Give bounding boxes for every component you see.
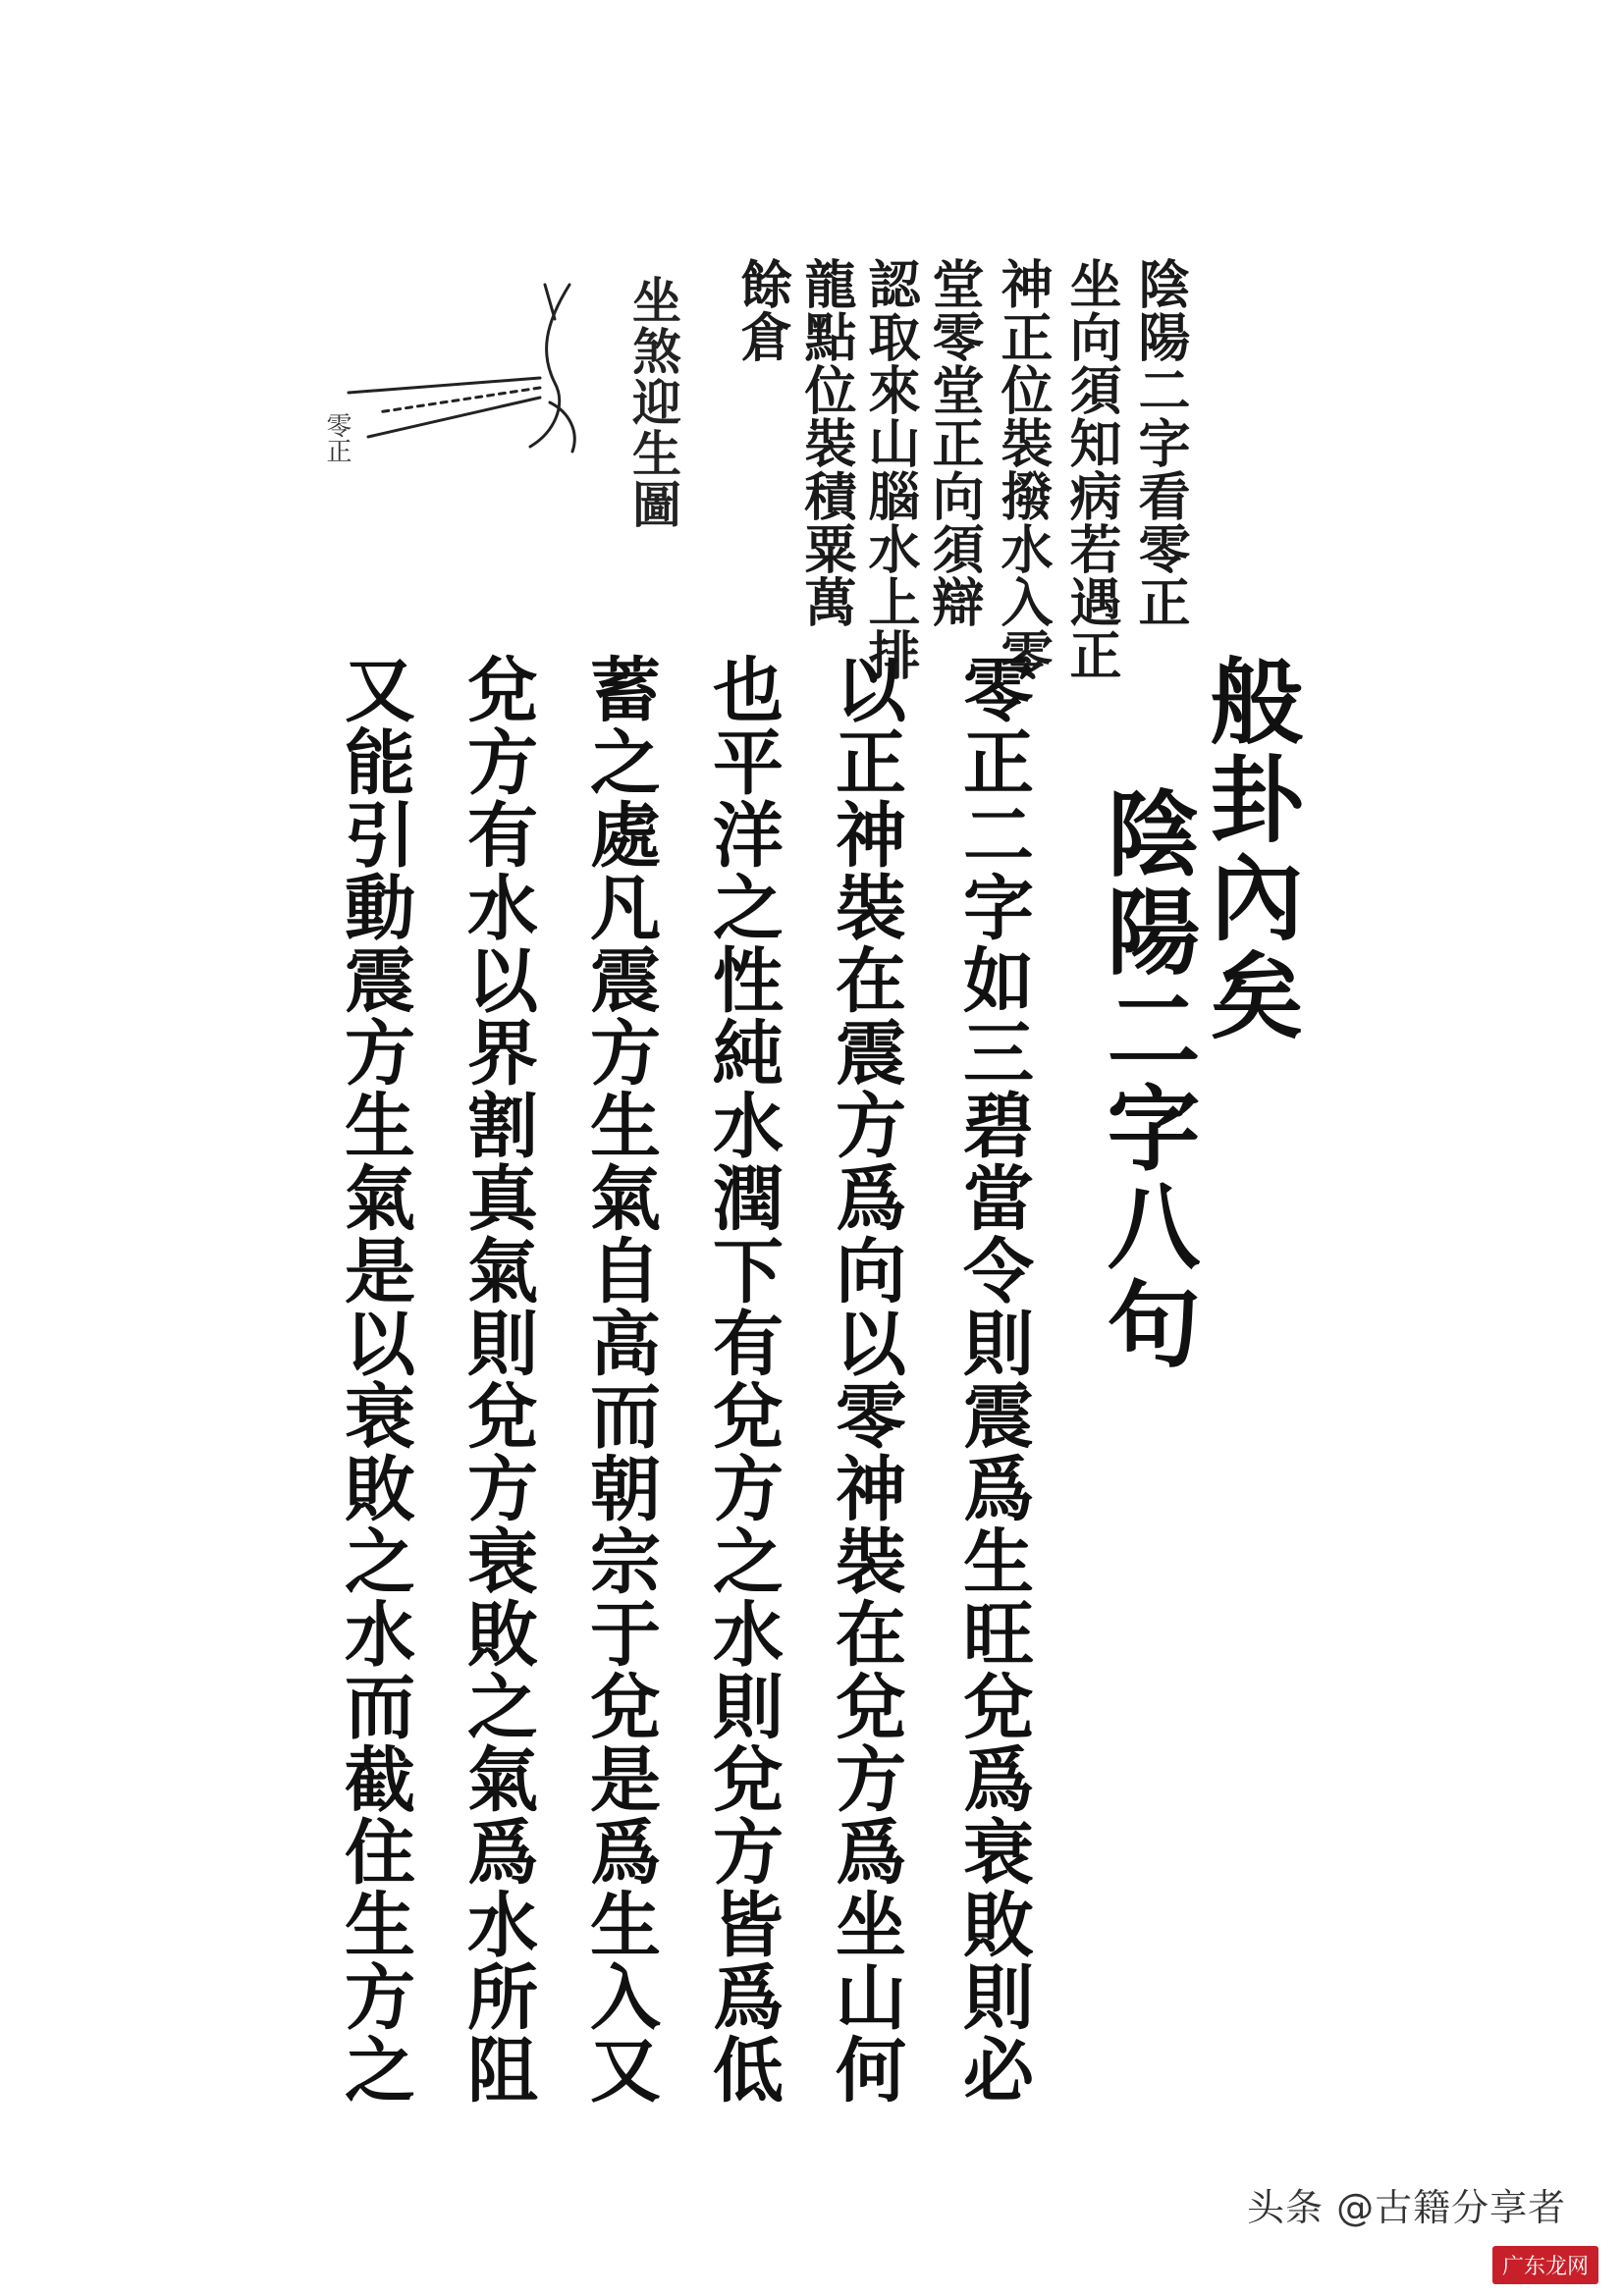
diagram-ray-low: [368, 398, 540, 437]
diagram-label: 零正: [322, 412, 352, 463]
diagram-arc-stroke: [530, 285, 569, 447]
note-column-1: 陰陽二字看零正: [1130, 257, 1191, 628]
main-column-3: 零正二字如三碧當令則震爲生旺兌爲衰敗則必: [951, 653, 1035, 2106]
diagram-ray-top: [349, 378, 540, 393]
diagram-title: 坐煞迎生圖: [624, 275, 682, 530]
sitting-sha-diagram: [309, 265, 604, 560]
main-column-1: 般卦內矣: [1195, 653, 1304, 1045]
main-column-7: 兌方有水以界割真氣則兌方衰敗之氣爲水所阻: [456, 653, 539, 2106]
diagram-hook: [550, 402, 574, 452]
note-column-6: 龍點位裝積粟萬: [796, 257, 857, 628]
diagram-ray-mid: [378, 388, 540, 412]
diagram-stem: [545, 285, 555, 319]
note-column-5: 認取來山腦水上排: [860, 257, 921, 681]
main-column-2: 陰陽二字八句: [1092, 785, 1201, 1374]
watermark-text: 头条 @古籍分享者: [1247, 2186, 1567, 2229]
note-column-7: 餘倉: [732, 257, 793, 363]
main-column-5: 也平洋之性純水潤下有兌方之水則兌方皆爲低: [701, 653, 784, 2106]
main-column-8: 又能引動震方生氣是以衰敗之水而截住生方之: [333, 653, 416, 2106]
note-column-3: 神正位裝撥水入零: [993, 257, 1054, 681]
note-column-4: 堂零堂正向須辯: [924, 257, 985, 628]
watermark-badge: 广东龙网: [1492, 2246, 1598, 2284]
main-column-4: 以正神裝在震方爲向以零神裝在兌方爲坐山何: [824, 653, 907, 2106]
note-column-2: 坐向須知病若遇正: [1061, 257, 1122, 681]
main-column-6: 蓄之處凡震方生氣自高而朝宗于兌是爲生入又: [578, 653, 662, 2106]
